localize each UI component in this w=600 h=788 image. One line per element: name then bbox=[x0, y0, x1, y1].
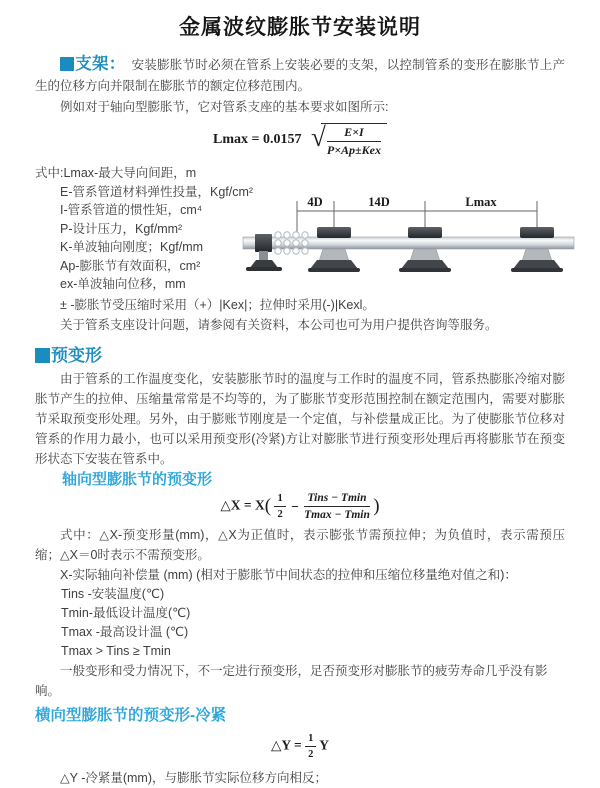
dim-label-4d: 4D bbox=[307, 195, 323, 210]
x-definition: X-实际轴向补偿量 (mm) (相对于膨胀节中间状态的拉伸和压缩位移量绝对值之和)： bbox=[60, 568, 517, 583]
pipe-support-diagram bbox=[240, 190, 595, 287]
fraction-half bbox=[305, 733, 316, 760]
predeform-paragraph: 由于管系的工作温度变化，安装膨胀节时的温度与工作时的温度不同，管系热膨胀冷缩对膨胀节产生的拉伸、压缩量常常是不均等的，为了膨胀节变形范围控制在额定范围内，需要对膨胀节采取预变形处理。另外，由于膨账节刚度是一个定值，与补偿量成正比。为了使膨胀节位移对管系的作用力最小，也可以采用预变形(冷紧)方让对膨胀节进行预变形处理后再将膨胀节在预变形状态下安装在管系中。 bbox=[35, 372, 565, 467]
page-title: 金属波纹膨胀节安装说明 bbox=[179, 16, 421, 39]
formula-definitions bbox=[35, 164, 565, 296]
fraction-numerator: 1 bbox=[305, 733, 316, 747]
definition-line: K-单波轴向刚度；Kgf/mm bbox=[60, 240, 204, 255]
section-predeform-heading bbox=[35, 344, 565, 369]
definition-line: Ap-膨胀节有效面积，cm² bbox=[60, 258, 201, 273]
fraction-numerator: 1 bbox=[274, 493, 285, 507]
definition-line: 式中:Lmax-最大导向间距，m bbox=[35, 166, 197, 181]
definition-line: P-设计压力，Kgf/mm² bbox=[60, 221, 183, 236]
formula-lhs: Lmax = 0.0157 bbox=[213, 131, 302, 147]
t-definition: Tmax -最高设计温 (℃) bbox=[61, 625, 189, 640]
lateral-note: △Y -冷紧量(mm)，与膨胀节实际位移方向相反； bbox=[60, 771, 328, 786]
dim-label-14d: 14D bbox=[368, 195, 390, 210]
fraction-denominator: 2 bbox=[308, 749, 314, 761]
t-definition: Tins -安装温度(℃) bbox=[61, 587, 165, 602]
definition-line: E-管系管道材料弹性投量，Kgf/cm² bbox=[60, 184, 254, 199]
formula-rhs: Y bbox=[319, 737, 329, 753]
definition-line: I-管系管道的惯性矩，cm⁴ bbox=[60, 203, 203, 218]
formula-lhs: △Y = bbox=[271, 737, 302, 753]
fraction-numerator: E×I bbox=[327, 126, 381, 142]
section-support-heading: 支架： bbox=[75, 55, 126, 73]
section-marker-icon bbox=[60, 57, 74, 71]
fraction-denominator: Tmax − Tmin bbox=[304, 509, 370, 522]
fraction bbox=[327, 126, 381, 156]
dim-label-lmax: Lmax bbox=[465, 195, 497, 210]
consult-note: 关于管系支座设计问题，请参阅有关资料，本公司也可为用户提供咨询等服务。 bbox=[60, 318, 498, 333]
left-paren: ( bbox=[264, 495, 272, 517]
minus-sign: − bbox=[291, 498, 299, 514]
section-marker-icon bbox=[35, 348, 50, 363]
fraction-numerator: Tins − Tmin bbox=[304, 492, 370, 507]
axial-subheading: 轴向型膨胀节的预变形 bbox=[62, 471, 213, 489]
lateral-subheading: 横向型膨胀节的预变形-冷紧 bbox=[35, 707, 227, 725]
definition-line: ex-单波轴向位移，mm bbox=[60, 277, 186, 292]
axial-note: 一般变形和受力情况下，不一定进行预变形，足否预变形对膨胀节的疲劳寿命几乎没有影响。 bbox=[35, 664, 548, 699]
guide-support bbox=[399, 227, 451, 272]
fraction-half bbox=[274, 493, 285, 520]
axial-explain: 式中：△X-预变形量(mm)，△X为正值时，表示膨张节需预拉伸；为负值时，表示需预压缩；△X＝0时表示不需预变形。 bbox=[35, 528, 565, 563]
lmax-formula bbox=[35, 123, 565, 156]
formula-lhs: △X = X bbox=[220, 497, 265, 513]
t-definition: Tmax > Tins ≥ Tmin bbox=[61, 644, 171, 659]
fraction-denominator: P×Ap±Kex bbox=[326, 142, 381, 157]
sqrt-body bbox=[321, 123, 387, 156]
plus-minus-note: ± -膨胀节受压缩时采用（+）|Kex|；拉伸时采用(-)|Kexl。 bbox=[60, 298, 375, 313]
radical-sign: √ bbox=[311, 122, 326, 153]
support-example-line: 例如对于轴向型膨胀节，它对管系支座的基本要求如图所示: bbox=[60, 100, 389, 114]
fraction-denominator: 2 bbox=[277, 509, 283, 521]
axial-formula bbox=[35, 492, 565, 521]
support-intro-text: 安装膨胀节时必须在管系上安装必要的支架，以控制管系的变形在膨胀节上产生的位移方向并限制在膨胀节的额定位移范围内。 bbox=[35, 58, 565, 93]
guide-support bbox=[511, 227, 563, 272]
right-paren: ) bbox=[373, 495, 380, 517]
lateral-formula bbox=[35, 733, 565, 760]
t-definition: Tmin-最低设计温度(℃) bbox=[61, 606, 191, 621]
support-intro-paragraph bbox=[35, 54, 565, 97]
guide-support bbox=[308, 227, 360, 272]
fraction-temperature bbox=[304, 492, 370, 521]
predeform-heading-text: 预变形 bbox=[51, 346, 102, 366]
